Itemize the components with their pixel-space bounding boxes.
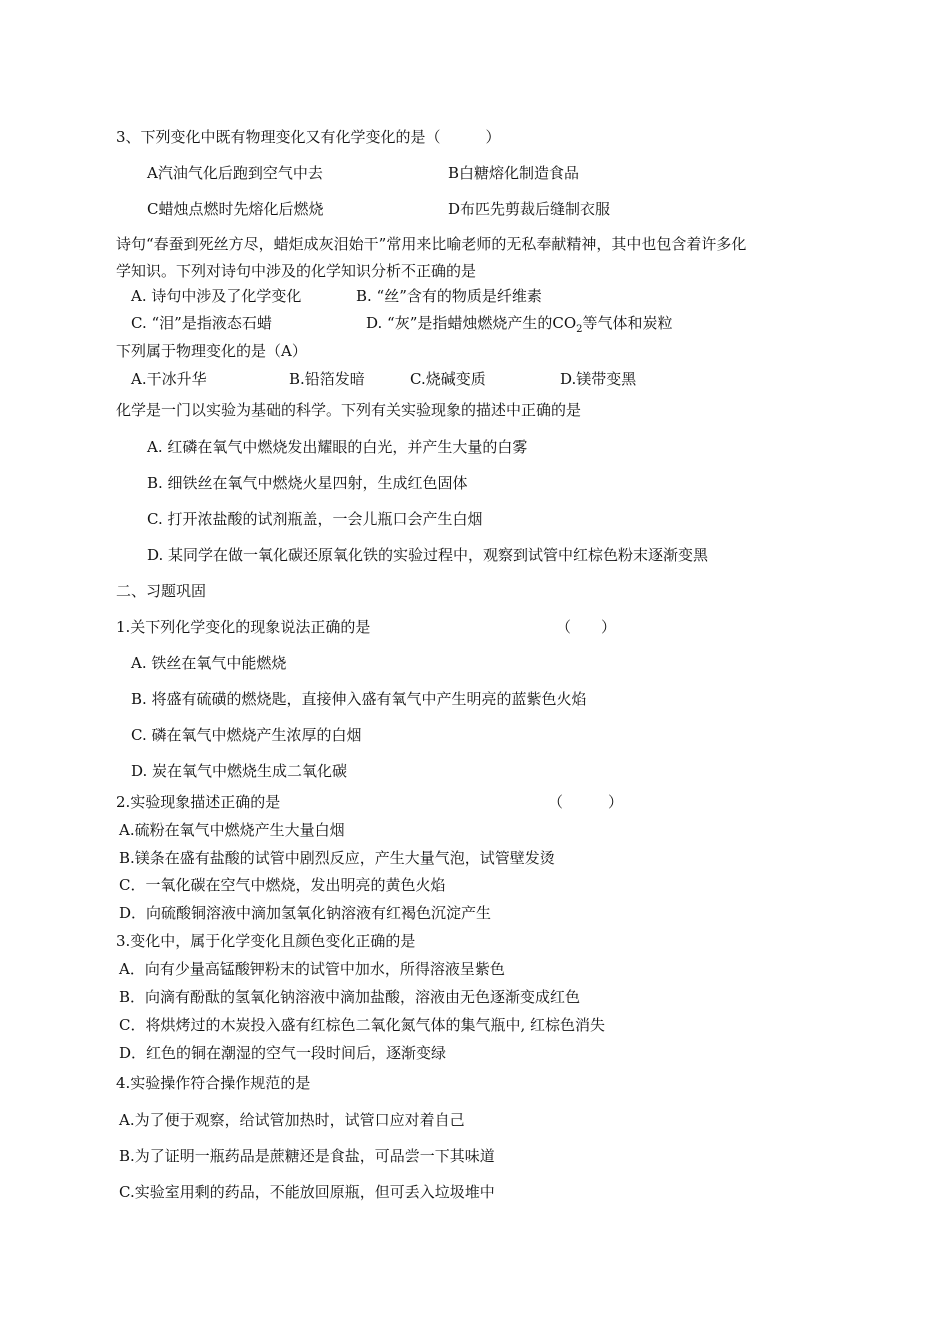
e2-answer-paren: （ ） (548, 793, 624, 811)
phys-option-c: C.烧碱变质 (410, 370, 486, 388)
e1-stem: 1.关下列化学变化的现象说法正确的是 (116, 618, 371, 636)
e2-stem: 2.实验现象描述正确的是 (116, 793, 281, 811)
phys-option-b: B.铅箔发暗 (289, 370, 365, 388)
e4-option-b: B.为了证明一瓶药品是蔗糖还是食盐，可品尝一下其味道 (119, 1147, 495, 1165)
e1-option-a: A. 铁丝在氧气中能燃烧 (131, 654, 287, 672)
poem-option-b: B. “丝”含有的物质是纤维素 (356, 287, 542, 305)
e4-option-c: C.实验室用剩的药品，不能放回原瓶，但可丢入垃圾堆中 (119, 1183, 495, 1201)
e3-stem: 3.变化中，属于化学变化且颜色变化正确的是 (116, 932, 416, 950)
q3-option-d: D布匹先剪裁后缝制衣服 (448, 200, 611, 218)
phys-option-a: A.干冰升华 (131, 370, 207, 388)
e1-option-b: B. 将盛有硫磺的燃烧匙，直接伸入盛有氧气中产生明亮的蓝紫色火焰 (131, 690, 587, 708)
e2-option-d: D．向硫酸铜溶液中滴加氢氧化钠溶液有红褐色沉淀产生 (119, 904, 492, 922)
exp-option-d: D. 某同学在做一氧化碳还原氧化铁的实验过程中，观察到试管中红棕色粉末逐渐变黑 (147, 546, 709, 564)
phys-stem: 下列属于物理变化的是（A） (116, 342, 307, 360)
e4-stem: 4.实验操作符合操作规范的是 (116, 1074, 311, 1092)
q3-stem: 3、下列变化中既有物理变化又有化学变化的是（ ） (116, 128, 501, 146)
phys-option-d: D.镁带变黑 (560, 370, 637, 388)
exp-option-b: B. 细铁丝在氧气中燃烧火星四射，生成红色固体 (147, 474, 468, 492)
poem-option-d-subscript: 2 (576, 324, 583, 335)
e3-option-a: A．向有少量高锰酸钾粉末的试管中加水，所得溶液呈紫色 (119, 960, 505, 978)
e3-option-b: B．向滴有酚酞的氢氧化钠溶液中滴加盐酸，溶液由无色逐渐变成红色 (119, 988, 581, 1006)
poem-option-d-post: 等气体和炭粒 (582, 314, 673, 332)
e4-option-a: A.为了便于观察，给试管加热时，试管口应对着自己 (119, 1111, 465, 1129)
exp-option-a: A. 红磷在氧气中燃烧发出耀眼的白光，并产生大量的白雾 (147, 438, 528, 456)
poem-option-d-pre: D. “灰”是指蜡烛燃烧产生的CO (366, 314, 577, 332)
exp-stem: 化学是一门以实验为基础的科学。下列有关实验现象的描述中正确的是 (116, 401, 582, 419)
poem-option-d (366, 313, 673, 333)
poem-stem-line2: 学知识。下列对诗句中涉及的化学知识分析不正确的是 (116, 262, 477, 280)
q3-option-b: B白糖熔化制造食品 (448, 164, 580, 182)
e3-option-d: D．红色的铜在潮湿的空气一段时间后，逐渐变绿 (119, 1044, 447, 1062)
q3-option-c: C蜡烛点燃时先熔化后燃烧 (147, 200, 324, 218)
e2-option-c: C．一氧化碳在空气中燃烧，发出明亮的黄色火焰 (119, 876, 446, 894)
e2-option-b: B.镁条在盛有盐酸的试管中剧烈反应，产生大量气泡，试管壁发烫 (119, 849, 555, 867)
e3-option-c: C．将烘烤过的木炭投入盛有红棕色二氧化氮气体的集气瓶中, 红棕色消失 (119, 1016, 606, 1034)
e1-answer-paren: （ ） (556, 618, 617, 636)
e2-option-a: A.硫粉在氧气中燃烧产生大量白烟 (119, 821, 345, 839)
poem-option-c: C. “泪”是指液态石蜡 (131, 314, 272, 332)
e1-option-c: C. 磷在氧气中燃烧产生浓厚的白烟 (131, 726, 362, 744)
poem-option-a: A. 诗句中涉及了化学变化 (131, 287, 302, 305)
q3-option-a: A汽油气化后跑到空气中去 (147, 164, 323, 182)
section-title: 二、习题巩固 (116, 582, 207, 600)
exp-option-c: C. 打开浓盐酸的试剂瓶盖，一会儿瓶口会产生白烟 (147, 510, 483, 528)
e1-option-d: D. 炭在氧气中燃烧生成二氧化碳 (131, 762, 348, 780)
poem-stem-line1: 诗句“春蚕到死丝方尽，蜡炬成灰泪始干”常用来比喻老师的无私奉献精神，其中也包含着许多化 (116, 235, 747, 253)
